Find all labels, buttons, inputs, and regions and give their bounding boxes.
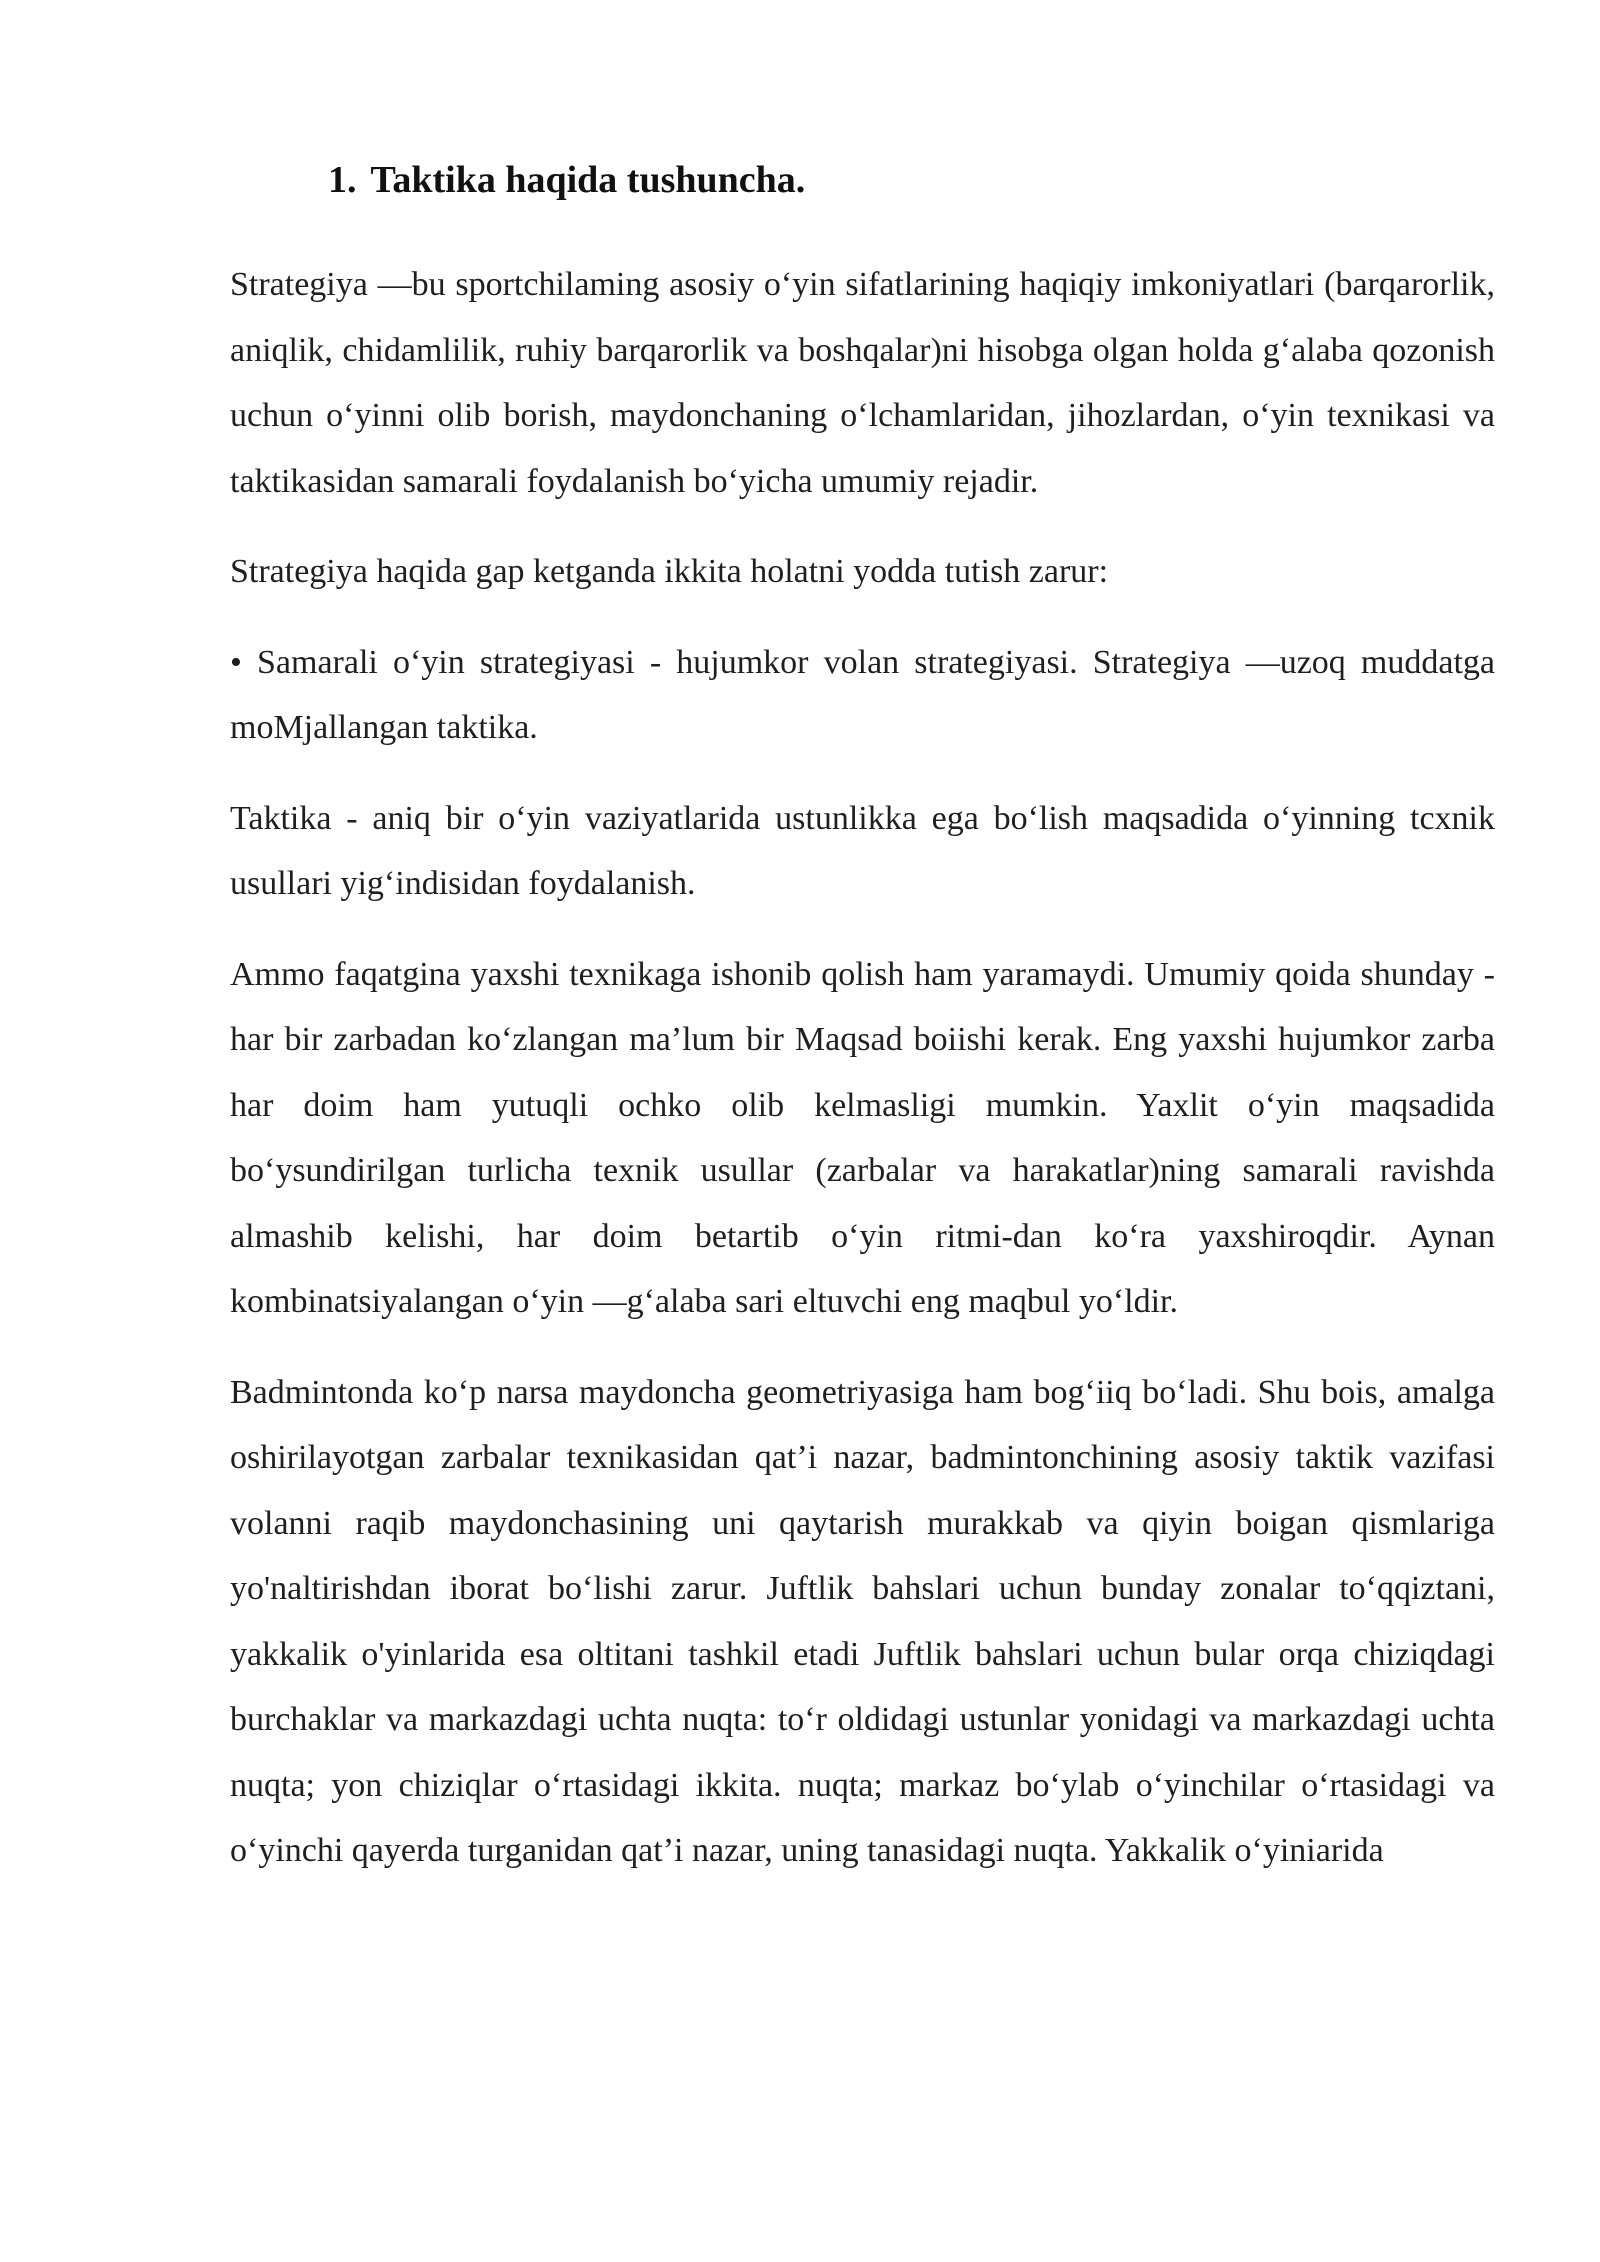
paragraph-tactics-definition: Taktika - aniq bir o‘yin vaziyatlarida ustunlikka ega bo‘lish maqsadida o‘yinning tcxnik usullari yig‘indisidan foydalanish. (230, 799, 1495, 902)
paragraph-two-conditions: Strategiya haqida gap ketganda ikkita holatni yodda tutish zarur: (230, 553, 1109, 590)
section-title: Taktika haqida tushuncha. (370, 159, 806, 201)
page-content (230, 150, 1495, 1884)
paragraph-technique: Ammo faqatgina yaxshi texnikaga ishonib qolish ham yaramaydi. Umumiy qoida shunday - har bir zarbadan ko‘zlangan ma’lum bir Maqsad boiishi kerak. Eng yaxshi hujumkor zarba har doim ham yutuqli ochko olib kelmasligi mumkin. Yaxlit o‘yin maqsadida bo‘ysundirilgan turlicha texnik usullar (zarbalar va harakatlar)ning samarali ravishda almashib kelishi, har doim betartib o‘yin ritmi-dan ko‘ra yaxshiroqdir. Aynan kombinatsiyalangan o‘yin —g‘alaba sari eltuvchi eng maqbul yo‘ldir. (230, 955, 1495, 1320)
paragraph-bullet-strategy: • Samarali o‘yin strategiyasi - hujumkor volan strategiyasi. Strategiya —uzoq muddatga moMjallangan taktika. (230, 643, 1495, 746)
paragraph-court-geometry: Badmintonda ko‘p narsa maydoncha geometriyasiga ham bog‘iiq bo‘ladi. Shu bois, amalga oshirilayotgan zarbalar texnikasidan qat’i nazar, badmintonchining asosiy taktik vazifasi volanni raqib maydonchasining uni qaytarish murakkab va qiyin boigan qismlariga yo'naltirishdan iborat bo‘lishi zarur. Juftlik bahslari uchun bunday zonalar to‘qqiztani, yakkalik o'yinlarida esa oltitani tashkil etadi Juftlik bahslari uchun bular orqa chiziqdagi burchaklar va markazdagi uchta nuqta: to‘r oldidagi ustunlar yonidagi va markazdagi uchta nuqta; yon chiziqlar o‘rtasidagi ikkita. nuqta; markaz bo‘ylab o‘yinchilar o‘rtasidagi va o‘yinchi qayerda turganidan qat’i nazar, uning tanasidagi nuqta. Yakkalik o‘yiniarida (230, 1373, 1495, 1869)
section-heading (328, 150, 1495, 210)
section-number: 1. (328, 159, 357, 201)
paragraph-strategy-definition: Strategiya —bu sportchilaming asosiy o‘yin sifatlarining haqiqiy imkoniyatlari (barqarorlik, aniqlik, chidamlilik, ruhiy barqarorlik va boshqalar)ni hisobga olgan holda g‘alaba qozonish uchun o‘yinni olib borish, maydonchaning o‘lchamlaridan, jihozlardan, o‘yin texnikasi va taktikasidan samarali foydalanish bo‘yicha umumiy rejadir. (230, 266, 1495, 500)
